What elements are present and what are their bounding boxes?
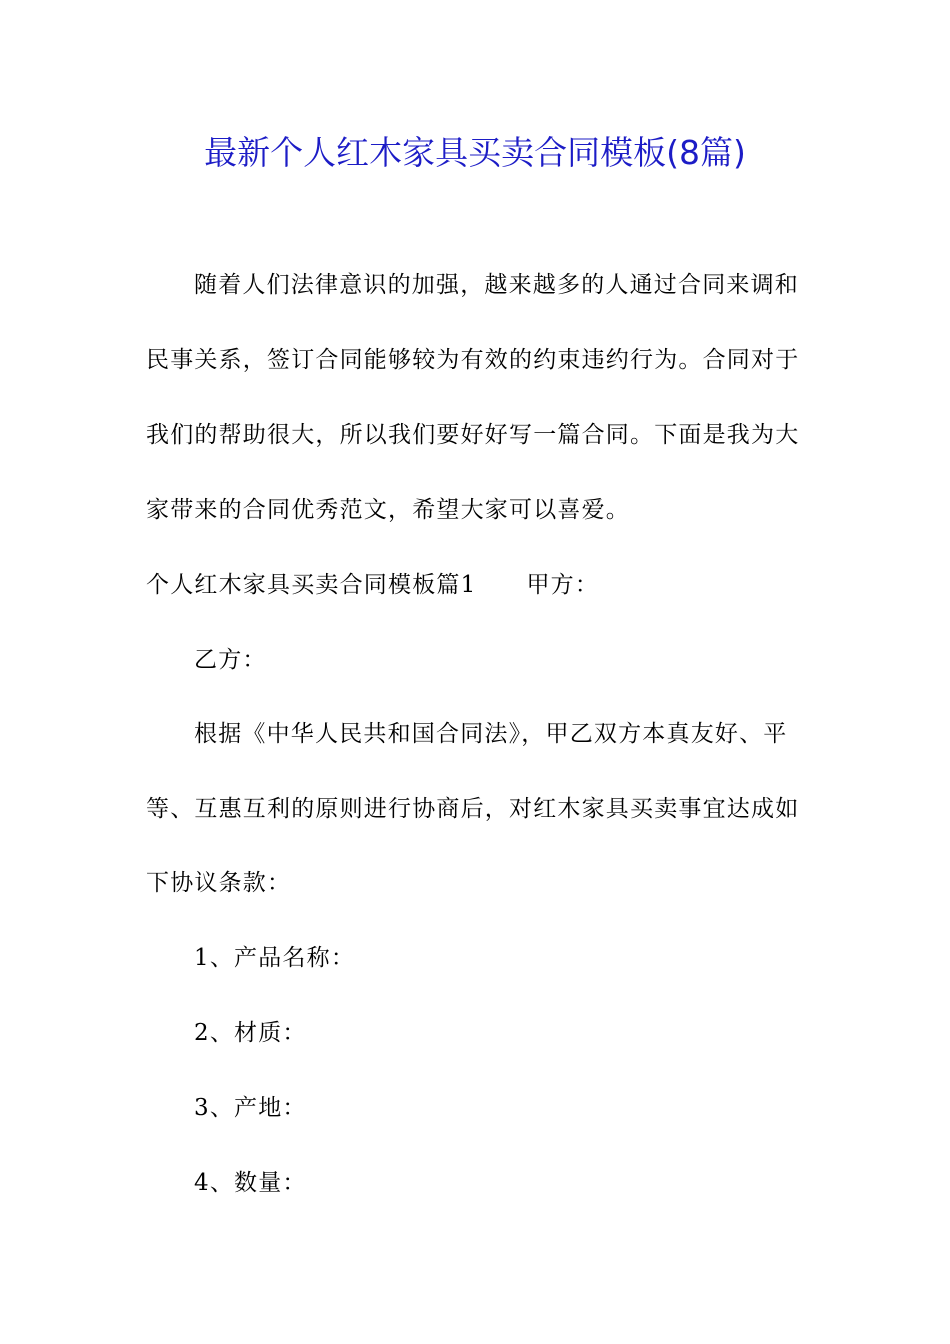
item-product-name: 1、产品名称： (194, 945, 356, 971)
party-a-label: 甲方： (526, 572, 600, 598)
item-material: 2、材质： (194, 1020, 307, 1046)
item-origin: 3、产地： (194, 1095, 307, 1121)
basis-line-1: 根据《中华人民共和国合同法》，甲乙双方本真友好、平 (194, 721, 788, 747)
intro-line-3: 我们的帮助很大，所以我们要好好写一篇合同。下面是我为大 (146, 422, 800, 448)
intro-line-1: 随着人们法律意识的加强，越来越多的人通过合同来调和 (194, 272, 799, 298)
section-heading: 个人红木家具买卖合同模板篇1 (146, 572, 477, 598)
document-title: 最新个人红木家具买卖合同模板(8篇) (204, 133, 746, 172)
party-b-label: 乙方： (194, 647, 267, 673)
basis-line-3: 下协议条款： (146, 870, 292, 896)
basis-line-2: 等、互惠互利的原则进行协商后，对红木家具买卖事宜达成如 (146, 796, 800, 822)
intro-line-2: 民事关系，签订合同能够较为有效的约束违约行为。合同对于 (146, 347, 800, 373)
intro-line-4: 家带来的合同优秀范文，希望大家可以喜爱。 (146, 497, 630, 523)
section-heading-line (146, 568, 599, 602)
item-quantity: 4、数量： (194, 1170, 307, 1196)
